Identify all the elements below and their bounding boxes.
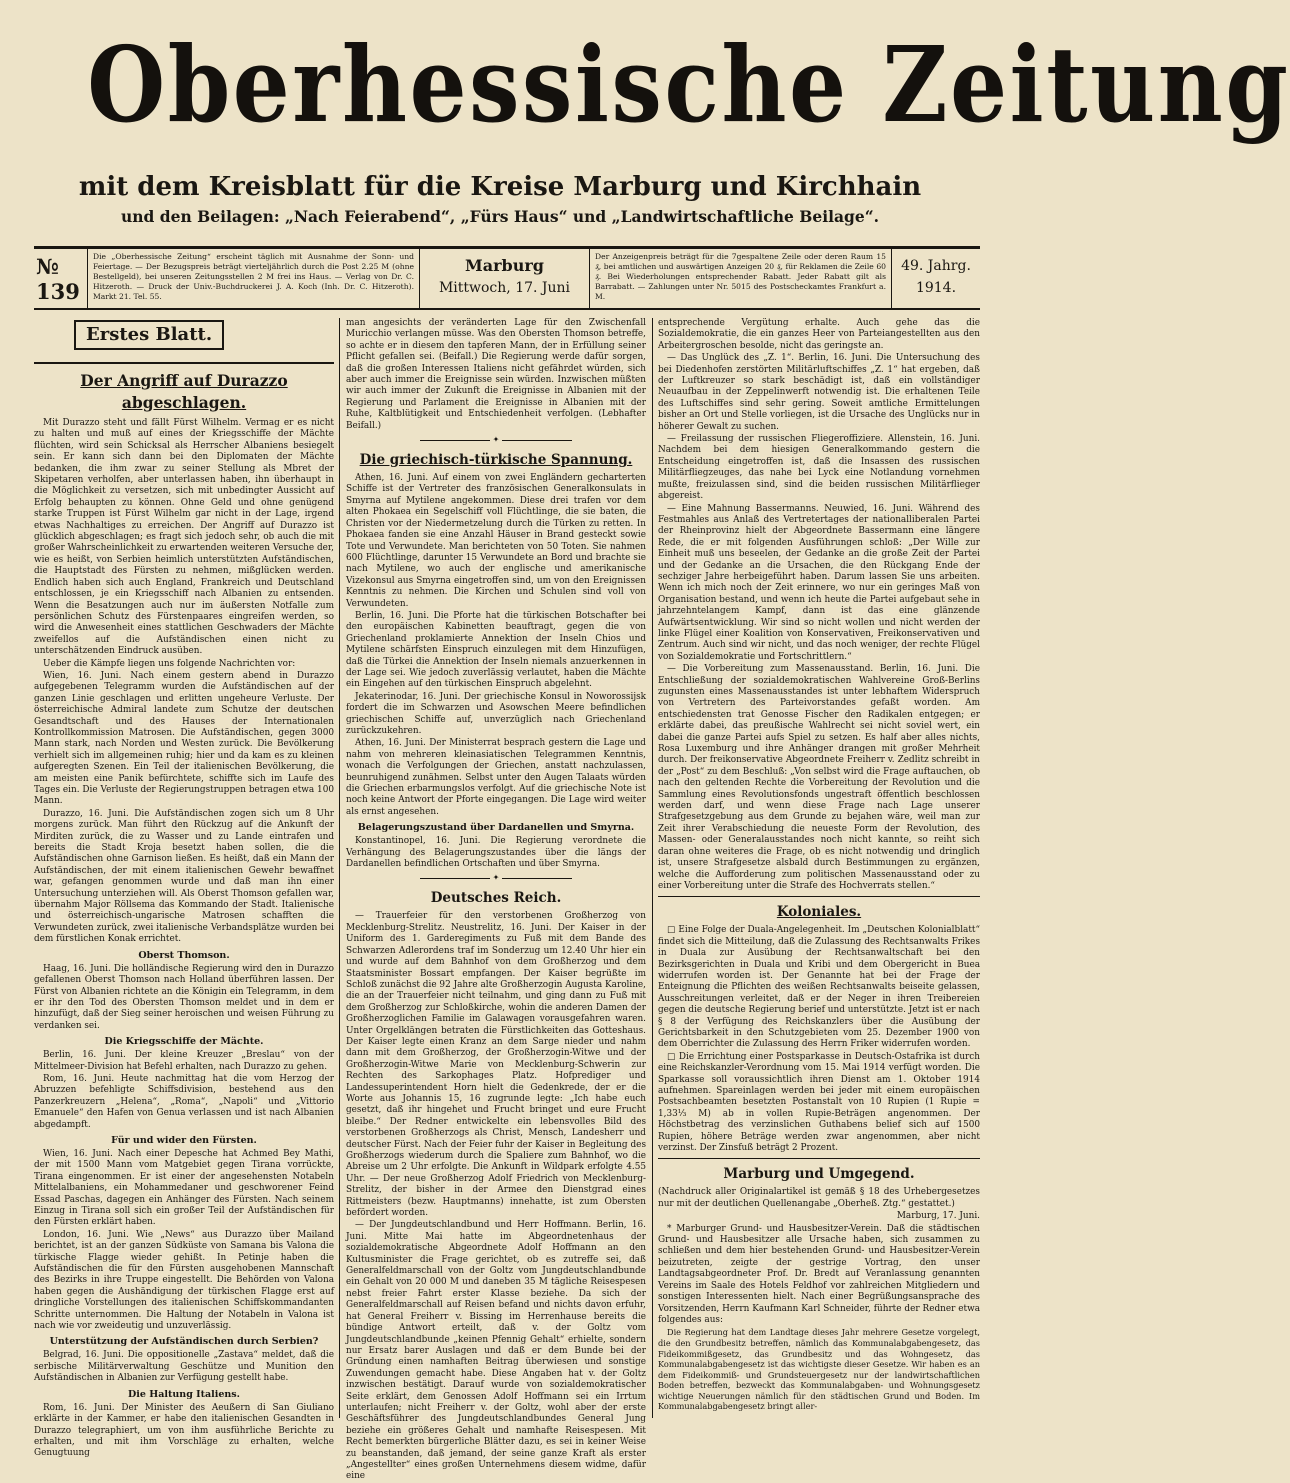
volume-label: 49. Jahrg. <box>901 258 971 274</box>
paragraph: entsprechende Vergütung erhalte. Auch gehe das die Sozialdemokratie, die ein ganzes Heer von Parteiangestellten aus den Arbeitergroschen besolde, nicht das geringste an. <box>658 318 980 351</box>
city-name: Marburg <box>465 256 544 275</box>
column-1 <box>34 318 334 1459</box>
paragraph: Ueber die Kämpfe liegen uns folgende Nachrichten vor: <box>43 658 296 669</box>
paragraph: Athen, 16. Juni. Der Ministerrat besprach gestern die Lage und nahm von mehreren kleinasiatischen Telegrammen Kenntnis, wonach die Verfolgungen der Griechen, anstatt nachzulassen, beunruhigend zunähmen. Selbst unter den Augen Talaats würden die Griechen erbarmungslos verfolgt. Auf die griechische Note ist noch keine Antwort der Pforte eingegangen. Die Lage wird weiter als ernst angesehen. <box>346 738 646 817</box>
paragraph: Durazzo, 16. Juni. Die Aufständischen zogen sich um 8 Uhr morgens zurück. Man führt den Rückzug auf die Ankunft der Mirditen zurück, die zu Wasser und zu Lande eintrafen und bereits die Stadt Kroja besetzt haben sollen, die die Aufständischen ohne Garnison ließen. Es heißt, daß ein Mann der Aufständischen, der mit einem italienischen Gewehr bewaffnet war, gefangen genommen wurde und daß man ihn einer Untersuchung unterziehen will. Als Oberst Thomson gefallen war, übernahm Major Röllsema das Kommando der Stadt. Italienische und österreichisch-ungarische Matrosen schafften die Verwundeten zurück, zwei italienische Verbandsplätze wurden bei dem fürstlichen Konak errichtet. <box>34 808 334 945</box>
paragraph: — Eine Mahnung Bassermanns. Neuwied, 16. Juni. Während des Festmahles aus Anlaß des Vertretertages der nationalliberalen Partei der Rheinprovinz hielt der Abgeordnete Bassermann eine längere Rede, die er mit folgenden Ausführungen schloß: „Der Wille zur Einheit muß uns beseelen, der Gedanke an die große Zeit der Partei und der Gedanke an die Ursachen, die den Rückgang Ende der sechziger Jahre herbeigeführt haben. Darum lassen Sie uns arbeiten. Wenn ich mich noch der Zeit erinnere, wo nur ein geringes Maß von Organisation bestand, und wenn ich heute die Partei aufgebaut sehe in jahrzehntelangem Kampf, dann ist das eine glänzende Aufwärtsentwicklung. Wir sind so nicht wollen und nicht werden der linke Flügel einer Koalition von Konservativen, Freikonservativen und Zentrum. Auch sind wir nicht, und das noch weniger, der rechte Flügel von Sozialdemokratie und Fortschrittlern.“ <box>658 503 980 662</box>
info-bar <box>34 246 980 310</box>
paragraph: Athen, 16. Juni. Auf einem von zwei Engländern gecharterten Schiffe ist der Vertreter des französischen Generalkonsulats in Smyrna auf Mytilene angekommen. Diese drei trafen vor dem alten Phokaea ein Segelschiff voll Flüchtlinge, die sie baten, die Christen vor der Niedermetzelung durch die Türken zu retten. In Phokaea fanden sie eine Anzahl Häuser in Brand gesteckt sowie Tote und Verwundete. Man berichteten von 50 Toten. Sie nahmen 600 Flüchtlinge, darunter 15 Verwundete an Bord und brachte sie nach Mytilene, wo auch der englische und amerikanische Vizekonsul aus Smyrna eingetroffen sind, um von den Ereignissen Kenntnis zu nehmen. Die Kirchen und Schulen sind voll von Verwundeten. <box>346 473 646 609</box>
paragraph: Berlin, 16. Juni. Der kleine Kreuzer „Breslau“ von der Mittelmeer-Division hat Befehl erhalten, nach Durazzo zu gehen. <box>34 1050 334 1072</box>
paragraph: Die Regierung hat dem Landtage dieses Jahr mehrere Gesetze vorgelegt, die den Grundbesitz betreffen, nämlich das Kommunalabgabengesetz, das Fideikommißgesetz, das Grundbesitz und das Wohngesetz, das Kommunalabgabengesetz ist das wichtigste dieser Gesetze. Wir haben es an dem Fideikommiß- und Grundsteuergesetz nur der landwirtschaftlichen Boden betreffen, bezweckt das Kommunalabgaben- und Wohnungsgesetz wichtige Neuerungen nämlich für den städtischen Grund und Boden. Im Kommunalabgabengesetz bringt aller- <box>658 1327 980 1412</box>
divider <box>658 1158 980 1159</box>
paragraph: Wien, 16. Juni. Nach einem gestern abend in Durazzo aufgegebenen Telegramm wurden die Aufständischen auf der ganzen Linie geschlagen und erlitten ungeheure Verluste. Der österreichische Admiral landete zum Schutze der deutschen Gesandtschaft und des Hauses der Internationalen Kontrollkommission Matrosen. Die Aufständischen, gegen 3000 Mann stark, nach Norden und Westen zurück. Die Bevölkerung verhielt sich im allgemeinen ruhig; hier und da kam es zu kleinen aufgeregten Szenen. Ein Teil der italienischen Bevölkerung, die am meisten eine Panik befürchtete, schiffte sich im Laufe des Tages ein. Die Verluste der Regierungstruppen betragen etwa 100 Mann. <box>34 670 334 807</box>
issue-date: Mittwoch, 17. Juni <box>438 280 571 296</box>
subheadline: Die Kriegsschiffe der Mächte. <box>104 1036 264 1048</box>
headline: Der Angriff auf Durazzo abgeschlagen. <box>80 371 288 412</box>
paragraph: Jekaterinodar, 16. Juni. Der griechische Konsul in Noworossijsk fordert die im Schwarzen und Asowschen Meere befindlichen griechischen Schiffe auf, unverzüglich nach Griechenland zurückzukehren. <box>346 691 646 736</box>
subheadline: Für und wider den Fürsten. <box>111 1134 257 1146</box>
issue-number: № 139 <box>34 249 88 308</box>
paragraph: Konstantinopel, 16. Juni. Die Regierung verordnete die Verhängung des Belagerungszustandes über die längs der Dardanellen befindlichen Ortschaften und über Smyrna. <box>346 836 646 870</box>
paragraph: London, 16. Juni. Wie „News“ aus Durazzo über Mailand berichtet, ist an der ganzen Südküste von Samana bis Valona die türkische Flagge wieder gehißt. In Petinje haben die Aufständischen die für den Fürsten ausgehobenen Mannschaft des Bezirks in ihre Truppe eingestellt. Die Behörden von Valona haben gegen die Aushändigung der türkischen Flagge erst auf dringliche Vorstellungen des italienischen Schiffskommandanten Schritte unternommen. Die Haltung der Notabeln in Valona ist nach wie vor zweideutig und unzuverlässig. <box>34 1229 334 1332</box>
reprint-notice: (Nachdruck aller Originalartikel ist gemäß § 18 des Urhebergesetzes nur mit der deutlichen Quellenangabe „Oberheß. Ztg.“ gestattet.) <box>658 1187 980 1209</box>
paragraph: Belgrad, 16. Juni. Die oppositionelle „Zastava“ meldet, daß die serbische Militärverwaltung Geschütze und Munition den Aufständischen in Albanien zur Verfügung gestellt habe. <box>34 1350 334 1384</box>
paragraph: — Trauerfeier für den verstorbenen Großherzog von Mecklenburg-Strelitz. Neustrelitz, 16. Juni. Der Kaiser in der Uniform des 1. Garderegiments zu Fuß mit dem Bande des Schwarzen Adlerordens traf im Sonderzug um 12.40 Uhr hier ein und wurde auf dem Bahnhof von dem Großherzog und dem Staatsminister Bossart empfangen. Der Kaiser begrüßte im Schloß zunächst die 92 Jahre alte Großherzogin Augusta Karoline, die an der Trauerfeier nicht teilnahm, und ging dann zu Fuß mit dem Großherzog zur Schloßkirche, wohin die anderen Damen der Großherzoglichen Familie im Galawagen vorausgefahren waren. Unter Orgelklängen betraten die Fürstlichkeiten das Gotteshaus. Der Kaiser legte einen Kranz an dem Sarge nieder und nahm dann mit dem Großherzog, der Großherzogin-Witwe und der Großherzogin-Witwe Marie von Mecklenburg-Schwerin zur Rechten des Sarkophages Platz. Hofprediger und Landessuperintendent Horn hielt die Gedenkrede, der er die Worte aus Johannis 15, 16 zugrunde legte: „Ich habe euch gesetzt, daß ihr hingehet und Frucht bringet und eure Frucht bleibe.“ Der Redner entwickelte ein lebensvolles Bild des verstorbenen Großherzogs als Christ, Mensch, Landesherr und deutscher Fürst. Nach der Feier fuhr der Kaiser in Begleitung des Großherzogs wiederum durch die Spaliere zum Bahnhof, wo die Abreise um 2 Uhr erfolgte. Die Ankunft in Wildpark erfolgte 4.55 Uhr. — Der neue Großherzog Adolf Friedrich von Mecklenburg-Strelitz, der bisher in der Armee den Dienstgrad eines Rittmeisters (bezw. Hauptmanns) innehatte, ist zum Obersten befördert worden. <box>346 911 646 1219</box>
paragraph: Rom, 16. Juni. Heute nachmittag hat die vom Herzog der Abruzzen befehligte Schiffsdivision, bestehend aus den Panzerkreuzern „Helena“, „Roma“, „Napoli“ und „Vittorio Emanuele“ den Hafen von Genua verlassen und ist nach Albanien abgedampft. <box>34 1073 334 1130</box>
supplements-line: und den Beilagen: „Nach Feierabend“, „Fürs Haus“ und „Landwirtschaftliche Beilage“. <box>120 207 880 226</box>
column-divider <box>339 318 340 1418</box>
subheadline: Oberst Thomson. <box>138 949 230 961</box>
paragraph: Berlin, 16. Juni. Die Pforte hat die türkischen Botschafter bei den europäischen Kabinetten beauftragt, gegen die von Griechenland proklamierte Annektion der Inseln Chios und Mytilene schärfsten Einspruch einzulegen mit dem Hinzufügen, daß die Türkei die Annektion der Inseln niemals anzuerkennen in der Lage sei. Wie jedoch zuverlässig verlautet, haben die Mächte ein Eingehen auf den türkischen Einspruch abgelehnt. <box>346 610 646 690</box>
paragraph: □ Die Errichtung einer Postsparkasse in Deutsch-Ostafrika ist durch eine Reichskanzler-Verordnung vom 15. Mai 1914 verfügt worden. Die Sparkasse soll voraussichtlich ihren Dienst am 1. Oktober 1914 aufnehmen. Spareinlagen werden bei jeder mit einem europäischen Postsachbeamten besetzten Postanstalt von 10 Rupien (1 Rupie = 1,33⅓ M) ab in vollen Rupie-Beträgen angenommen. Der Höchstbetrag des verzinslichen Guthabens belief sich auf 1500 Rupien, höhere Beträge werden zwar angenommen, aber nicht verzinst. Der Zinsfuß beträgt 2 Prozent. <box>658 1051 980 1154</box>
subheadline: Unterstützung der Aufständischen durch Serbien? <box>49 1336 319 1348</box>
paragraph: — Die Vorbereitung zum Massenausstand. Berlin, 16. Juni. Die Entschließung der sozialdemokratischen Wahlvereine Groß-Berlins zugunsten eines Massenausstandes ist unter lebhaftem Widerspruch von Vertretern des Parteivorstandes gefaßt worden. Am entschiedensten trat Genosse Fischer den Radikalen entgegen; er erklärte dabei, das preußische Wahlrecht sei nicht soviel wert, ein dabei die ganze Partei aufs Spiel zu setzen. Es half aber alles nichts, Rosa Luxemburg und ihre Anhänger drangen mit großer Mehrheit durch. Der freikonservative Abgeordnete Freiherr v. Zedlitz schreibt in der „Post“ zu dem Beschluß: „Von selbst wird die Frage auftauchen, ob nach den geltenden Rechte die Vorbereitung der Revolution und die Sammlung eines Revolutionsfonds ungestraft öffentlich beschlossen werden darf, und wenn diese Frage nach Lage unserer Strafgesetzgebung aus dem Grunde zu bejahen wäre, weil man zur Zeit ihrer Verabschiedung die neueste Form der Revolution, des Massen- oder Generalausstandes noch nicht kannte, so reiht sich daran ohne weiteres die Frage, ob es nicht notwendig und dringlich ist, unsere Strafgesetze alsbald durch Bestimmungen zu ergänzen, welche die Aufforderung zum politischen Massenausstand oder zu einer Vorbereitung unter die Strafe des Hochverrats stellen.“ <box>658 664 980 891</box>
paragraph: Mit Durazzo steht und fällt Fürst Wilhelm. Vermag er es nicht zu halten und muß auf eines der Kriegsschiffe der Mächte flüchten, wird sein Schicksal als Herrscher Albaniens besiegelt sein. Er kann sich dann bei den Diplomaten der Mächte bedanken, die ihm zwar zu seiner Stellung als Mbret der Skipetaren verholfen, aber unterlassen haben, ihn überhaupt in die Möglichkeit zu versetzen, sich mit unbedingter Aussicht auf Erfolg behaupten zu können. Ohne Geld und ohne genügend starke Truppen ist Fürst Wilhelm gar nicht in der Lage, irgend etwas Nachhaltiges zu erreichen. Der Angriff auf Durazzo ist glücklich abgeschlagen; es fragt sich jedoch sehr, ob auch die mit großer Wahrscheinlichkeit zu erwartenden weiteren Versuche der, wie es heißt, von Serbien heimlich unterstützten Aufständischen, die Hauptstadt des Fürsten zu nehmen, mißglücken werden. Endlich haben sich auch England, Frankreich und Deutschland entschlossen, je ein Kriegsschiff nach Albanien zu entsenden. Wenn die Besatzungen auch nur im äußersten Notfalle zum persönlichen Schutz des Fürstenpaares eingreifen werden, so wird die Anwesenheit eines stattlichen Geschwaders der Mächte zweifellos auf die Aufständischen einen nicht zu unterschätzenden Eindruck ausüben. <box>34 418 334 657</box>
headline: Marburg und Umgegend. <box>723 1166 915 1183</box>
advertising-info: Der Anzeigenpreis beträgt für die 7gespaltene Zeile oder deren Raum 15 ₰, bei amtlichen und auswärtigen Anzeigen 20 ₰, für Reklamen die Zeile 60 ₰. Bei Wiederholungen entsprechender Rabatt. Jeder Rabatt gilt als Barrabatt. — Zahlungen unter Nr. 5015 des Postscheckamtes Frankfurt a. M. <box>590 249 892 308</box>
place-date <box>420 249 590 308</box>
subheadline: Belagerungszustand über Dardanellen und Smyrna. <box>357 822 635 834</box>
separator: ✦ <box>346 435 646 445</box>
masthead <box>20 20 1290 228</box>
section-label: Erstes Blatt. <box>74 320 224 350</box>
paragraph: Rom, 16. Juni. Der Minister des Aeußern di San Giuliano erklärte in der Kammer, er habe den italienischen Gesandten in Durazzo telegraphiert, um von ihm ausführliche Berichte zu erhalten, und mit ihm Vorschläge zu erhalten, welche Genugtuung <box>34 1402 334 1459</box>
newspaper-title: Oberhessische Zeitung <box>87 23 1290 146</box>
article-columns <box>34 318 980 1482</box>
paragraph: man angesichts der veränderten Lage für den Zwischenfall Muricchio verlangen müsse. Was den Obersten Thomson betreffe, so achte er in diesem den tapferen Mann, der in Erfüllung seiner Pflicht gefallen sei. (Beifall.) Die Regierung werde dafür sorgen, daß die großen Interessen Italiens nicht gefährdet würden, sich aber auch immer die Ereignisse sein würden. Inzwischen müßten wir auch immer der Zukunft die Ereignisse in Albanien mit der Regierung und Parlament die Ereignisse in Albanien mit der Ruhe, Kaltblütigkeit und Entschiedenheit verfolgen. (Lebhafter Beifall.) <box>346 318 646 431</box>
paragraph: — Freilassung der russischen Fliegeroffiziere. Allenstein, 16. Juni. Nachdem bei dem hiesigen Generalkommando gestern die Entscheidung eingetroffen ist, daß die Insassen des russischen Militärfliegzeuges, das nahe bei Lyck eine Notlandung vornehmen mußte, freizulassen sind, sind die beiden russischen Militärflieger abgereist. <box>658 434 980 502</box>
subheadline: Die Haltung Italiens. <box>128 1388 240 1400</box>
paragraph: — Der Jungdeutschlandbund und Herr Hoffmann. Berlin, 16. Juni. Mitte Mai hatte im Abgeordnetenhaus der sozialdemokratische Abgeordnete Adolf Hoffmann an den Kultusminister die Frage gerichtet, ob es zutreffe sei, daß Generalfeldmarschall von der Goltz vom Jungdeutschlandbunde ein Gehalt von 20 000 M und daneben 35 M tägliche Reisespesen nebst freier Fahrt erster Klasse beziehe. Da sich der Generalfeldmarschall auf Reisen befand und nichts davon erfuhr, hat General Freiherr v. Bissing im Herrenhause bereits die bündige Antwort erteilt, daß v. der Goltz vom Jungdeutschlandbunde „keinen Pfennig Gehalt“ erhielte, sondern nur Ersatz barer Auslagen und daß er dem Bunde bei der Gründung einen namhaften Beitrag überwiesen und sonstige Zuwendungen gemacht habe. Diese Angaben hat v. der Goltz inzwischen bestätigt. Darauf wurde von sozialdemokratischer Seite erklärt, dem Genossen Adolf Hoffmann sei ein Irrtum unterlaufen; nicht Freiherr v. der Goltz, wohl aber der erste Geschäftsführer des Jungdeutschlandbundes General Jung beziehe ein größeres Gehalt und namhafte Reisespesen. Mit Recht bemerkten bürgerliche Blätter dazu, es sei in keiner Weise zu beanstanden, daß jemand, der seine ganze Kraft als erster „Angestellter“ eines großen Unternehmens diesem widme, dafür eine <box>346 1220 646 1482</box>
divider <box>34 362 334 364</box>
column-divider <box>652 318 653 1418</box>
headline: Die griechisch-türkische Spannung. <box>359 452 633 469</box>
divider <box>658 896 980 897</box>
headline: Koloniales. <box>776 904 862 921</box>
column-3 <box>658 318 980 1418</box>
paragraph: Wien, 16. Juni. Nach einer Depesche hat Achmed Bey Mathi, der mit 1500 Mann vom Matgebiet gegen Tirana vorrückte, Tirana eingenommen. Er ist einer der angesehensten Notabeln Mittelalbaniens, ein Mohammedaner und geschworener Feind Essad Paschas, dagegen ein Anhänger des Fürsten. Nach seinem Einzug in Tirana soll sich ein großer Teil der Aufständischen für den Fürsten erklärt haben. <box>34 1148 334 1228</box>
headline: Deutsches Reich. <box>430 890 562 907</box>
paragraph: * Marburger Grund- und Hausbesitzer-Verein. Daß die städtischen Grund- und Hausbesitzer alle Ursache haben, sich zusammen zu schließen und dem hier bestehenden Grund- und Hausbesitzer-Verein beizutreten, zeigte der gestrige Vortrag, den unser Landtagsabgeordneter Prof. Dr. Bredt auf Veranlassung genannten Vereins im Saale des Hotels Feldhof vor zahlreichen Mitgliedern und sonstigen Interessenten hielt. Nach einer Begrüßungsansprache des Vorsitzenden, Herrn Kaufmann Karl Schneider, führte der Redner etwa folgendes aus: <box>658 1223 980 1325</box>
volume-year <box>892 249 980 308</box>
year-label: 1914. <box>915 280 957 296</box>
subscription-info: Die „Oberhessische Zeitung“ erscheint täglich mit Ausnahme der Sonn- und Feiertage. — Der Bezugspreis beträgt vierteljährlich durch die Post 2.25 M (ohne Bestellgeld), bei unseren Zeitungsstellen 2 M frei ins Haus. — Verlag von Dr. C. Hitzeroth. — Druck der Univ.-Buchdruckerei J. A. Koch (Inh. Dr. C. Hitzeroth). Markt 21. Tel. 55. <box>88 249 420 308</box>
paragraph: — Das Unglück des „Z. 1“. Berlin, 16. Juni. Die Untersuchung des bei Diedenhofen zerstörten Militärluftschiffes „Z. 1“ hat ergeben, daß der Luftkreuzer so stark beschädigt ist, daß ein vollständiger Neuaufbau in der Zeppelinwerft notwendig ist. Die erhaltenen Teile des Luftschiffes sind sehr gering. Soweit amtliche Ermittelungen bisher an Ort und Stelle vorliegen, ist die Ursache des Unglücks nur in höherer Gewalt zu suchen. <box>658 353 980 432</box>
separator: ✦ <box>346 873 646 883</box>
dateline: Marburg, 17. Juni. <box>896 1211 980 1222</box>
newspaper-subtitle: mit dem Kreisblatt für die Kreise Marburg und Kirchhain <box>78 172 922 202</box>
paragraph: □ Eine Folge der Duala-Angelegenheit. Im „Deutschen Kolonialblatt“ findet sich die Mitteilung, daß die Zulassung des Rechtsanwalts Frikes in Duala zur Ausübung der Rechtsanwaltschaft bei den Bezirksgerichten in Duala und Kribi und dem Obergericht in Buea widerrufen worden ist. Der Genannte hat bei der Frage der Enteignung die Pflichten des weißen Rechtsanwalts beiseite gelassen, Ausschreitungen verleitet, daß er der Neger in ihren Treibereien gegen die deutsche Regierung berief und unterstützte. Jetzt ist er nach § 8 der Verfügung des Reichskanzlers über die Ausübung der Gerichtsbarkeit in den Schutzgebieten vom 25. Dezember 1900 von dem Oberrichter die Zulassung des Herrn Friker widerrufen worden. <box>658 925 980 1050</box>
column-2 <box>346 318 646 1482</box>
paragraph: Haag, 16. Juni. Die holländische Regierung wird den in Durazzo gefallenen Oberst Thomson nach Holland überführen lassen. Der Fürst von Albanien richtete an die Königin ein Telegramm, in dem er ihr den Tod des Obersten Thomson meldet und in dem er hinzufügt, daß der Sieg seiner heroischen und weisen Führung zu verdanken sei. <box>34 963 334 1031</box>
